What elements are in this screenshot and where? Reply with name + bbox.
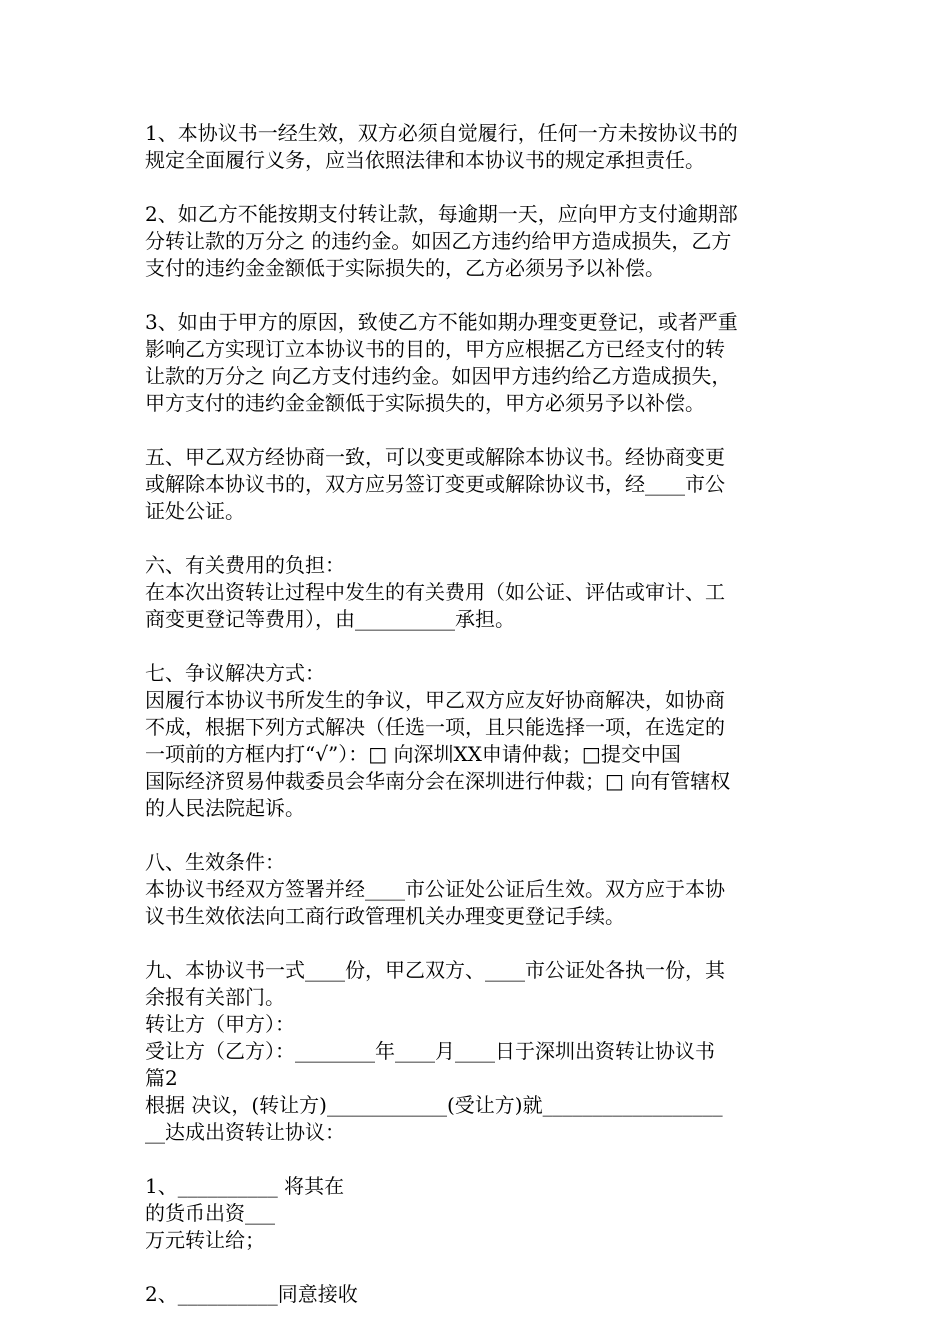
text-line: 让款的万分之 向乙方支付违约金。如因甲方违约给乙方造成损失， <box>145 364 732 388</box>
section-heading: 七、争议解决方式： <box>145 661 325 685</box>
text-line: 3、如由于甲方的原因，致使乙方不能如期办理变更登记，或者严重 <box>145 310 738 334</box>
item-2-paragraph <box>145 1281 810 1308</box>
text-line: 九、本协议书一式____份，甲乙双方、____市公证处各执一份，其 <box>145 958 725 982</box>
signature-line-transferor: 转让方（甲方）： <box>145 1012 295 1036</box>
text-line: 分转让款的万分之 的违约金。如因乙方违约给甲方造成损失，乙方 <box>145 229 732 253</box>
text-line: 根据 决议，(转让方)____________(受让方)就__________________ <box>145 1093 723 1117</box>
section-heading: 六、有关费用的负担： <box>145 553 345 577</box>
clause-2-paragraph <box>145 201 810 282</box>
text-line: 不成，根据下列方式解决（任选一项，且只能选择一项，在选定的 <box>145 715 725 739</box>
text-line: 的货币出资___ <box>145 1201 275 1225</box>
text-line: 一项前的方框内打“√”）：□ 向深圳XX申请仲裁；□提交中国 <box>145 742 681 766</box>
section-heading: 八、生效条件： <box>145 850 285 874</box>
text-line: 的人民法院起诉。 <box>145 796 305 820</box>
text-line: 商变更登记等费用），由__________承担。 <box>145 607 515 631</box>
text-line: 因履行本协议书所发生的争议，甲乙双方应友好协商解决，如协商 <box>145 688 725 712</box>
text-line: __达成出资转让协议： <box>145 1120 345 1144</box>
text-line: 支付的违约金金额低于实际损失的，乙方必须另予以补偿。 <box>145 256 665 280</box>
signature-line-transferee: 受让方（乙方）：________年____月____日于深圳出资转让协议书 <box>145 1039 715 1063</box>
text-line: 甲方支付的违约金金额低于实际损失的，甲方必须另予以补偿。 <box>145 391 705 415</box>
text-line: 万元转让给； <box>145 1228 265 1252</box>
text-line: 本协议书经双方签署并经____市公证处公证后生效。双方应于本协 <box>145 877 725 901</box>
text-line: 1、__________ 将其在 <box>145 1174 345 1198</box>
section-8-paragraph <box>145 849 810 930</box>
section-5-paragraph <box>145 444 810 525</box>
section-9-paragraph <box>145 957 810 1146</box>
text-line: 影响乙方实现订立本协议书的目的，甲方应根据乙方已经支付的转 <box>145 337 725 361</box>
text-line: 议书生效依法向工商行政管理机关办理变更登记手续。 <box>145 904 625 928</box>
text-line: 余报有关部门。 <box>145 985 285 1009</box>
section-6-paragraph <box>145 552 810 633</box>
document-subtitle: 篇2 <box>145 1066 178 1090</box>
text-line: 在本次出资转让过程中发生的有关费用（如公证、评估或审计、工 <box>145 580 725 604</box>
text-line: 1、本协议书一经生效，双方必须自觉履行，任何一方未按协议书的 <box>145 121 738 145</box>
text-line: 2、如乙方不能按期支付转让款，每逾期一天，应向甲方支付逾期部 <box>145 202 738 226</box>
text-line: 证处公证。 <box>145 499 245 523</box>
document-page <box>145 120 810 1308</box>
text-line: 或解除本协议书的，双方应另签订变更或解除协议书，经____市公 <box>145 472 725 496</box>
text-line: 五、甲乙双方经协商一致，可以变更或解除本协议书。经协商变更 <box>145 445 725 469</box>
item-1-paragraph <box>145 1173 810 1254</box>
clause-1-paragraph <box>145 120 810 174</box>
text-line: 2、__________同意接收 <box>145 1282 358 1306</box>
clause-3-paragraph <box>145 309 810 417</box>
section-7-paragraph <box>145 660 810 822</box>
text-line: 国际经济贸易仲裁委员会华南分会在深圳进行仲裁；□ 向有管辖权 <box>145 769 731 793</box>
text-line: 规定全面履行义务，应当依照法律和本协议书的规定承担责任。 <box>145 148 705 172</box>
